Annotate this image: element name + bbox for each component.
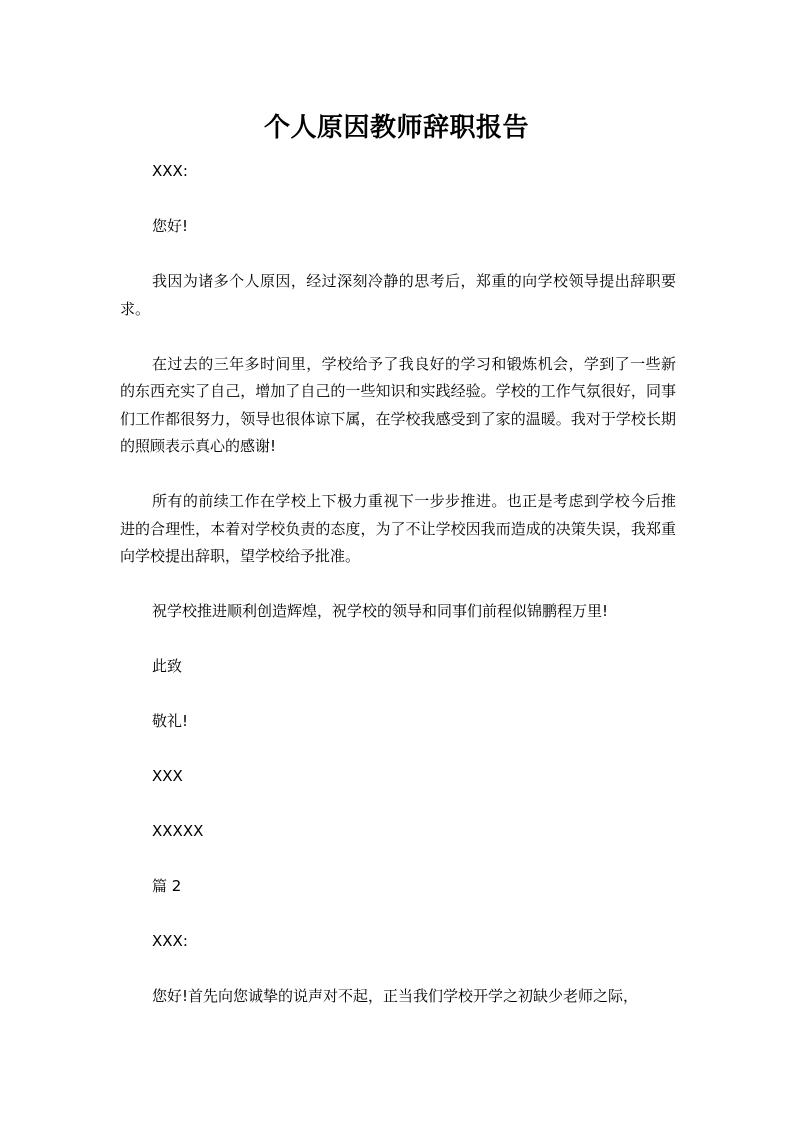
document-title: 个人原因教师辞职报告	[263, 113, 529, 143]
body-paragraph: 您好!首先向您诚挚的说声对不起，正当我们学校开学之初缺少老师之际，	[152, 987, 639, 1005]
body-paragraph: 祝学校推进顺利创造辉煌，祝学校的领导和同事们前程似锦鹏程万里!	[152, 602, 609, 620]
salutation: XXX:	[152, 932, 188, 950]
body-paragraph: 所有的前续工作在学校上下极力重视下一步步推进。也正是考虑到学校今后推进的合理性，本着对学校负责的态度，为了不让学校因我而造成的决策失误，我郑重向学校提出辞职，望学校给予批准。	[120, 492, 676, 565]
body-paragraph: 在过去的三年多时间里，学校给予了我良好的学习和锻炼机会，学到了一些新的东西充实了自己，增加了自己的一些知识和实践经验。学校的工作气氛很好，同事们工作都很努力，领导也很体谅下属，在学校我感受到了家的温暖。我对于学校长期的照顾表示真心的感谢!	[120, 354, 676, 455]
section-heading: 篇 2	[152, 877, 182, 895]
body-paragraph: 我因为诸多个人原因，经过深刻冷静的思考后，郑重的向学校领导提出辞职要求。	[120, 272, 676, 318]
closing-regards: 敬礼!	[152, 712, 189, 730]
closing-line: 此致	[152, 657, 183, 675]
greeting: 您好!	[152, 217, 189, 235]
salutation: XXX:	[152, 162, 188, 180]
document-body	[120, 158, 676, 1011]
signature-name: XXX	[152, 767, 183, 785]
signature-date: XXXXX	[152, 822, 204, 840]
